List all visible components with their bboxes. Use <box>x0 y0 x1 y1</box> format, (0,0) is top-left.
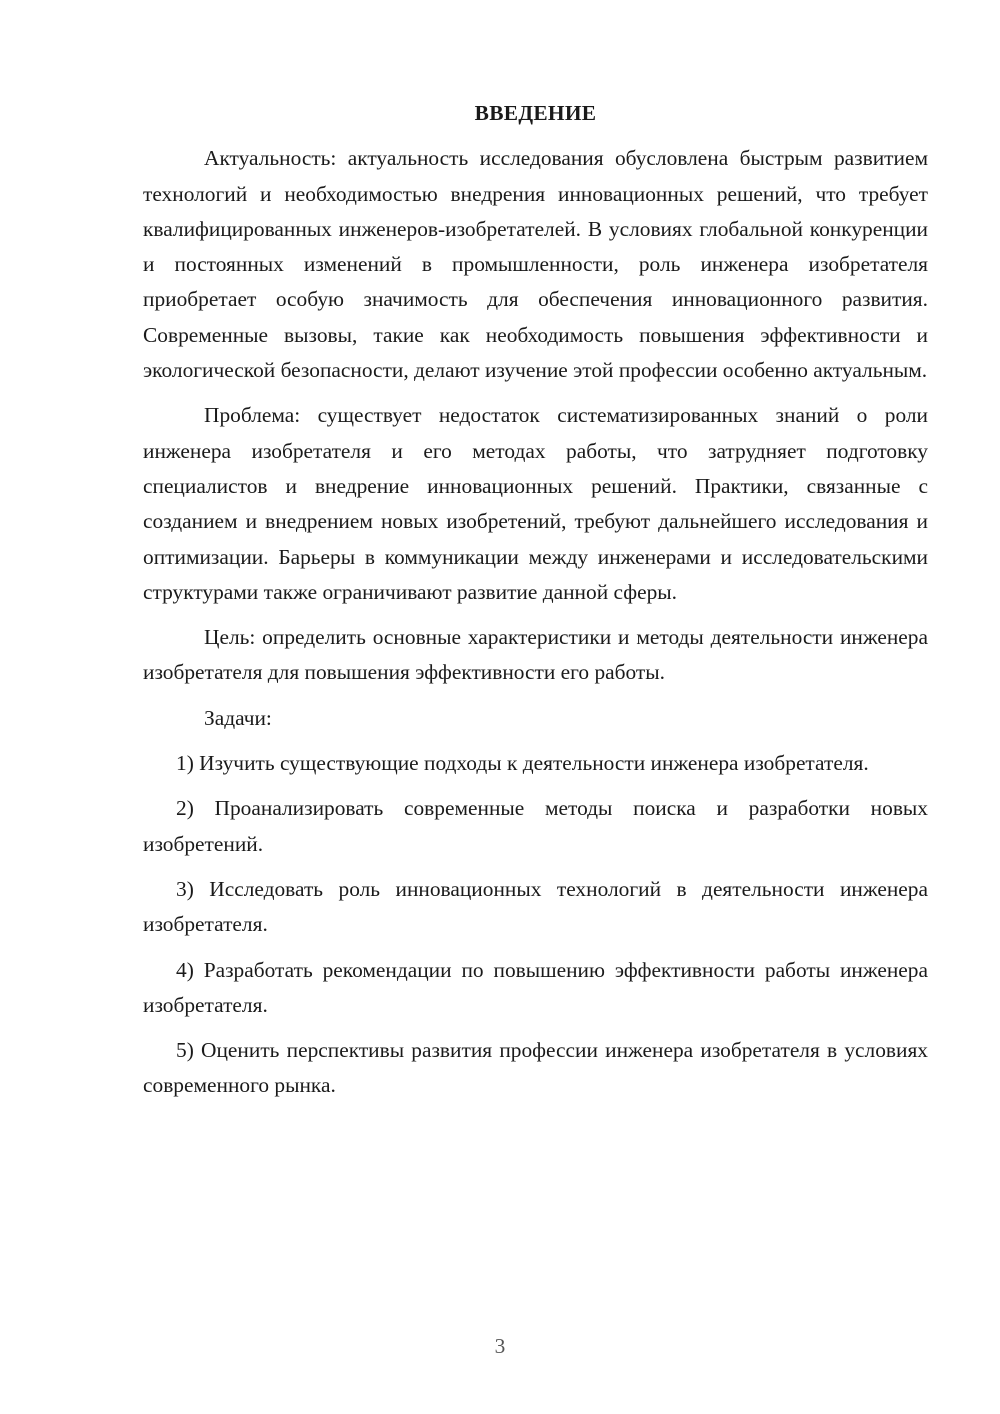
section-heading: ВВЕДЕНИЕ <box>474 101 597 125</box>
task-item: 3) Исследовать роль инновационных технологий в деятельности инженера изобретателя. <box>143 876 928 937</box>
task-item: 5) Оценить перспективы развития профессии инженера изобретателя в условиях современного рынка. <box>143 1038 928 1098</box>
paragraph-problem: Проблема: существует недостаток систематизированных знаний о роли инженера изобретателя и его методах работы, что затрудняет подготовку специалистов и внедрение инновационных решений. Практики, связанные с созданием и внедрением новых изобретений, требуют дальнейшего исследования и оптимизации. Барьеры в коммуникации между инженерами и исследовательскими структурами также ограничивают развитие данной сферы. <box>143 403 928 604</box>
tasks-title: Задачи: <box>204 705 272 730</box>
paragraph-relevance: Актуальность: актуальность исследования обусловлена быстрым развитием технологий и необходимостью внедрения инновационных решений, что требует квалифицированных инженеров-изобретателей. В условиях глобальной конкуренции и постоянных изменений в промышленности, роль инженера изобретателя приобретает особую значимость для обеспечения инновационного развития. Современные вызовы, такие как необходимость повышения эффективности и экологической безопасности, делают изучение этой профессии особенно актуальным. <box>143 146 928 383</box>
page-number: 3 <box>494 1334 506 1358</box>
task-item: 1) Изучить существующие подходы к деятельности инженера изобретателя. <box>176 751 869 776</box>
task-item: 4) Разработать рекомендации по повышению эффективности работы инженера изобретателя. <box>143 957 928 1017</box>
task-item: 2) Проанализировать современные методы поиска и разработки новых изобретений. <box>143 796 928 856</box>
page-content <box>143 96 928 1114</box>
paragraph-goal: Цель: определить основные характеристики и методы деятельности инженера изобретателя для повышения эффективности его работы. <box>143 625 928 685</box>
